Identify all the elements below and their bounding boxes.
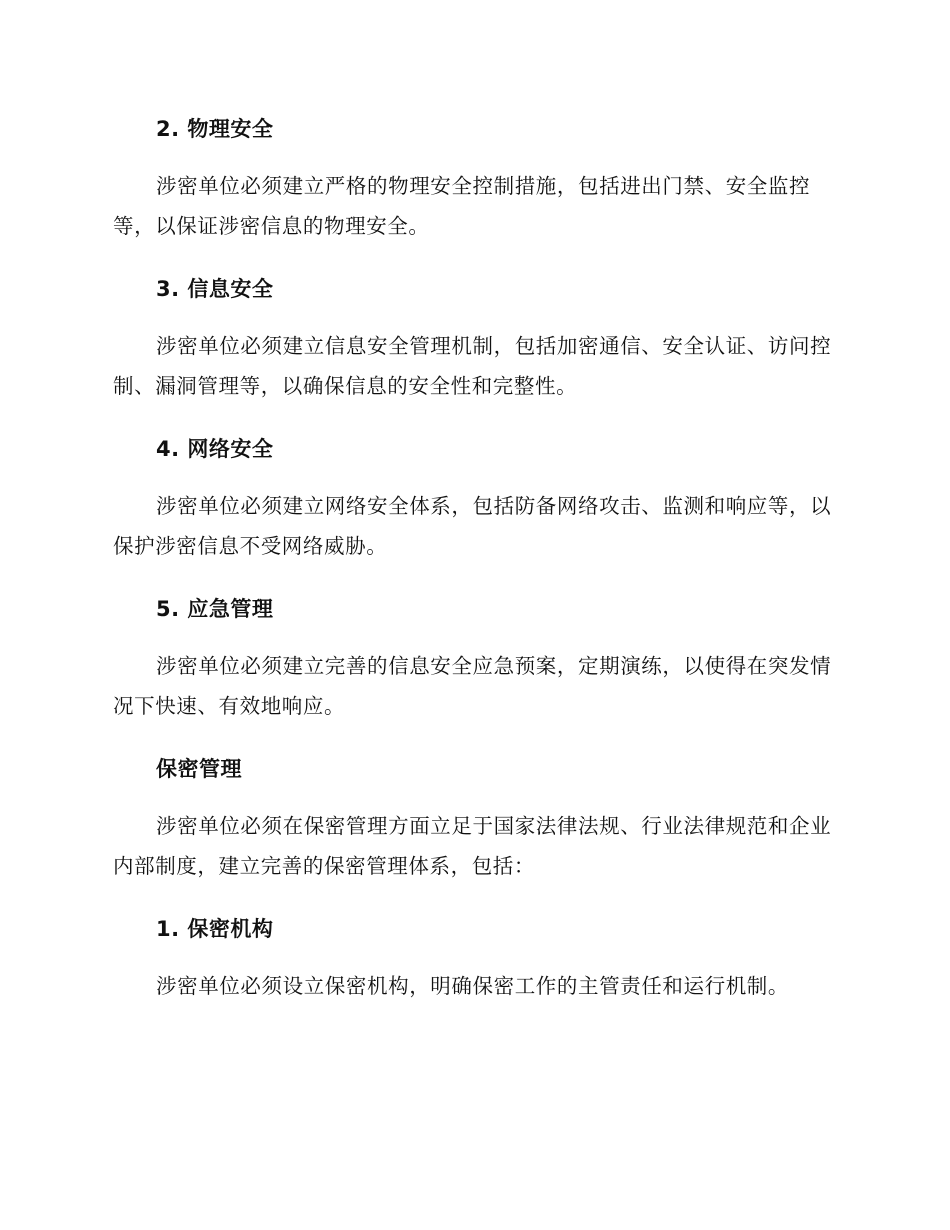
section-body-confidentiality-management: 涉密单位必须在保密管理方面立足于国家法律法规、行业法律规范和企业内部制度，建立完善的保密管理体系，包括：: [113, 814, 832, 878]
section-heading-network-security: 4. 网络安全: [156, 437, 274, 461]
section-body-confidentiality-agency: 涉密单位必须设立保密机构，明确保密工作的主管责任和运行机制。: [156, 974, 789, 998]
section-heading-physical-security: 2. 物理安全: [156, 117, 274, 141]
section-heading-confidentiality-agency: 1. 保密机构: [156, 917, 274, 941]
section-body-information-security: 涉密单位必须建立信息安全管理机制，包括加密通信、安全认证、访问控制、漏洞管理等，以确保信息的安全性和完整性。: [113, 334, 832, 398]
section-heading-confidentiality-management: 保密管理: [156, 757, 242, 781]
section-body-emergency-management: 涉密单位必须建立完善的信息安全应急预案，定期演练，以使得在突发情况下快速、有效地响应。: [113, 654, 832, 718]
section-body-network-security: 涉密单位必须建立网络安全体系，包括防备网络攻击、监测和响应等，以保护涉密信息不受网络威胁。: [113, 494, 832, 558]
section-heading-emergency-management: 5. 应急管理: [156, 597, 274, 621]
section-heading-information-security: 3. 信息安全: [156, 277, 274, 301]
section-body-physical-security: 涉密单位必须建立严格的物理安全控制措施，包括进出门禁、安全监控等，以保证涉密信息的物理安全。: [113, 174, 811, 238]
